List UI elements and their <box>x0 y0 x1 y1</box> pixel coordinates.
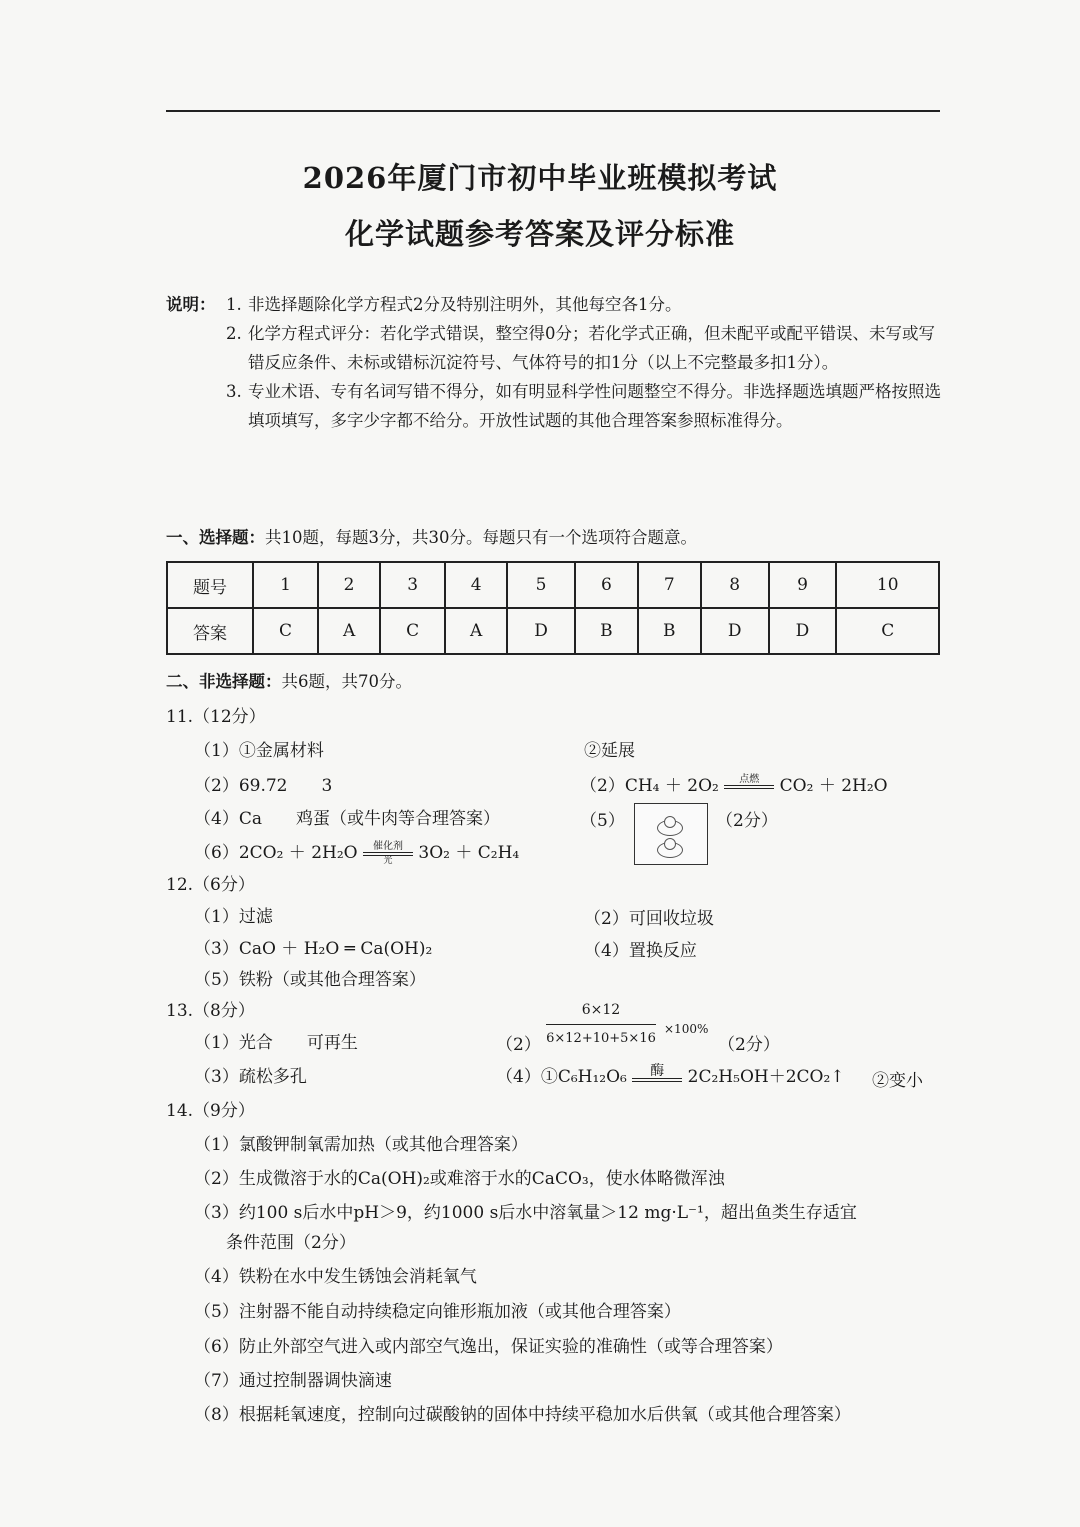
q14-head: 14.（9分） <box>166 1101 255 1121</box>
q13-a4: （4）①C₆H₁₂O₆ 酶 2C₂H₅OH＋2CO₂↑ <box>496 1062 845 1092</box>
q12-head: 12.（6分） <box>166 875 255 895</box>
row-head-number: 题号 <box>167 562 253 608</box>
table-cell: 8 <box>701 562 769 608</box>
molecule-diagram-box <box>634 803 708 865</box>
q13-head: 13.（8分） <box>166 1001 255 1021</box>
table-cell: B <box>638 608 701 654</box>
table-cell: A <box>318 608 380 654</box>
table-cell: 6 <box>575 562 638 608</box>
q14-a4: （4）铁粉在水中发生锈蚀会消耗氧气 <box>194 1267 477 1287</box>
table-cell: 2 <box>318 562 380 608</box>
fraction-numerator: 6×12 <box>546 1002 656 1025</box>
table-cell: D <box>701 608 769 654</box>
table-cell: 1 <box>253 562 318 608</box>
exam-title: 2026年厦门市初中毕业班模拟考试 <box>302 161 778 195</box>
q13-a2-mult: ×100% <box>664 1022 709 1036</box>
table-cell: 7 <box>638 562 701 608</box>
section-1-heading: 一、选择题：共10题，每题3分，共30分。每题只有一个选项符合题意。 <box>166 528 697 547</box>
top-rule <box>166 110 940 112</box>
q12-a1: （1）过滤 <box>194 907 273 927</box>
q13-a2-label: （2） <box>496 1035 541 1055</box>
scoring-notes <box>166 290 946 435</box>
table-cell: C <box>836 608 939 654</box>
q14-a1: （1）氯酸钾制氧需加热（或其他合理答案） <box>194 1135 528 1155</box>
q11-a2-right: （2）CH₄ ＋ 2O₂ 点燃 CO₂ ＋ 2H₂O <box>580 771 888 799</box>
section-2-heading: 二、非选择题：共6题，共70分。 <box>166 672 412 691</box>
q12-a5: （5）铁粉（或其他合理答案） <box>194 970 426 990</box>
q11-a1-left: （1）①金属材料 <box>194 741 324 761</box>
q11-a5-label: （5） <box>580 811 625 831</box>
table-cell: D <box>769 608 837 654</box>
q13-a2-score: （2分） <box>718 1035 780 1055</box>
mass-fraction-formula <box>546 1002 656 1046</box>
q11-a1-right: ②延展 <box>584 741 635 761</box>
table-cell: B <box>575 608 638 654</box>
table-row <box>167 562 939 608</box>
exam-subtitle: 化学试题参考答案及评分标准 <box>344 217 735 251</box>
table-cell: 10 <box>836 562 939 608</box>
q11-a2-left: （2）69.72 3 <box>194 776 333 796</box>
q14-a5: （5）注射器不能自动持续稳定向锥形瓶加液（或其他合理答案） <box>194 1302 681 1322</box>
q14-a3-line2: 条件范围（2分） <box>226 1233 356 1253</box>
q14-a2: （2）生成微溶于水的Ca(OH)₂或难溶于水的CaCO₃，使水体略微浑浊 <box>194 1169 725 1189</box>
q13-a4-2: ②变小 <box>872 1071 923 1091</box>
table-cell: C <box>253 608 318 654</box>
note-item-2: 2. 化学方程式评分：若化学式错误，整空得0分；若化学式正确，但未配平或配平错误、未写或写错反应条件、未标或错标沉淀符号、气体符号的扣1分（以上不完整最多扣1分）。 <box>226 324 935 372</box>
q12-a3: （3）CaO ＋ H₂O ═ Ca(OH)₂ <box>194 939 433 959</box>
q11-a6: （6）2CO₂ ＋ 2H₂O 催化剂 光 3O₂ ＋ C₂H₄ <box>194 840 520 866</box>
table-cell: 4 <box>445 562 507 608</box>
q11-a5-score: （2分） <box>716 811 778 831</box>
q11-a4: （4）Ca 鸡蛋（或牛肉等合理答案） <box>194 809 500 829</box>
q13-a1: （1）光合 可再生 <box>194 1033 358 1053</box>
q12-a4: （4）置换反应 <box>584 941 697 961</box>
table-cell: 9 <box>769 562 837 608</box>
q14-a7: （7）通过控制器调快滴速 <box>194 1371 392 1391</box>
notes-lead: 说明： <box>166 295 216 314</box>
table-cell: D <box>507 608 575 654</box>
table-cell: 5 <box>507 562 575 608</box>
q14-a6: （6）防止外部空气进入或内部空气逸出，保证实验的准确性（或等合理答案） <box>194 1337 783 1357</box>
reaction-arrow: 催化剂 光 <box>363 842 413 866</box>
q13-a3: （3）疏松多孔 <box>194 1067 307 1087</box>
q12-a2: （2）可回收垃圾 <box>584 909 714 929</box>
table-cell: C <box>380 608 445 654</box>
molecule-icon <box>657 842 683 858</box>
row-head-answer: 答案 <box>167 608 253 654</box>
q14-a3-line1: （3）约100 s后水中pH＞9，约1000 s后水中溶氧量＞12 mg·L⁻¹，超出鱼类生存适宜 <box>194 1203 857 1223</box>
note-item-3: 3. 专业术语、专有名词写错不得分，如有明显科学性问题整空不得分。非选择题选填题严格按照选填项填写，多字少字都不给分。开放性试题的其他合理答案参照标准得分。 <box>226 382 941 430</box>
q11-head: 11.（12分） <box>166 707 266 727</box>
molecule-icon <box>657 820 683 836</box>
note-item-1: 说明： 1. 非选择题除化学方程式2分及特别注明外，其他每空各1分。 <box>166 290 946 319</box>
table-cell: A <box>445 608 507 654</box>
table-cell: 3 <box>380 562 445 608</box>
fraction-denominator: 6×12+10+5×16 <box>546 1031 656 1046</box>
reaction-arrow: 点燃 <box>724 775 774 799</box>
answer-table <box>166 561 940 655</box>
table-row <box>167 608 939 654</box>
reaction-arrow: 酶 <box>632 1064 682 1092</box>
q14-a8: （8）根据耗氧速度，控制向过碳酸钠的固体中持续平稳加水后供氧（或其他合理答案） <box>194 1405 851 1425</box>
